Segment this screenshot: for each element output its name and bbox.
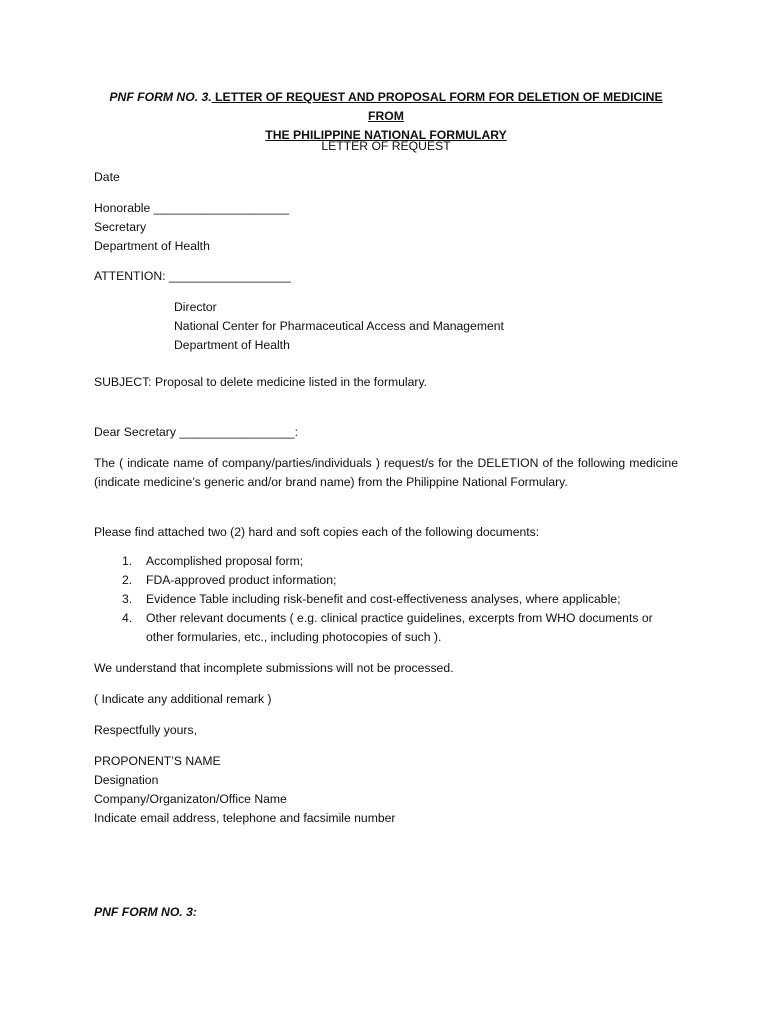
list-item-text: FDA-approved product information;	[146, 573, 337, 587]
list-item-text: Accomplished proposal form;	[146, 554, 304, 568]
form-number: PNF FORM NO. 3.	[109, 90, 212, 104]
proponent-contact: Indicate email address, telephone and facsimile number	[94, 811, 396, 825]
body-paragraph: The ( indicate name of company/parties/individuals ) request/s for the DELETION of the following medicine (indicate medicine’s generic and/or brand name) from the Philippine National Formulary.	[94, 456, 678, 489]
list-item-number: 2.	[122, 573, 133, 587]
list-item-text: Other relevant documents ( e.g. clinical practice guidelines, excerpts from WHO documents or other formularies, etc., including photocopies of such ).	[146, 611, 653, 644]
incomplete-note: We understand that incomplete submissions will not be processed.	[94, 661, 454, 675]
title-line-1: LETTER OF REQUEST AND PROPOSAL FORM FOR DELETION OF MEDICINE FROM	[211, 90, 663, 123]
list-item	[94, 590, 678, 609]
attention-block	[174, 298, 674, 355]
list-item-number: 4.	[122, 611, 133, 625]
letter-heading: LETTER OF REQUEST	[321, 139, 451, 153]
signature-block	[94, 752, 678, 828]
closing: Respectfully yours,	[94, 723, 197, 737]
subject-line: SUBJECT: Proposal to delete medicine listed in the formulary.	[94, 375, 428, 389]
proponent-company: Company/Organizaton/Office Name	[94, 792, 287, 806]
addressee-honorable: Honorable ____________________	[94, 201, 290, 215]
salutation: Dear Secretary _________________:	[94, 425, 298, 439]
addressee-block	[94, 199, 678, 256]
list-item	[94, 609, 678, 647]
list-item-number: 1.	[122, 554, 133, 568]
addressee-department: Department of Health	[94, 239, 210, 253]
title-line-2: THE PHILIPPINE NATIONAL FORMULARY	[265, 128, 507, 142]
list-item	[94, 571, 678, 590]
list-item	[94, 552, 678, 571]
additional-remark: ( Indicate any additional remark )	[94, 692, 272, 706]
proponent-name: PROPONENT’S NAME	[94, 754, 221, 768]
list-item-number: 3.	[122, 592, 133, 606]
proponent-designation: Designation	[94, 773, 159, 787]
footer-form-number: PNF FORM NO. 3:	[94, 905, 197, 919]
attachments-list	[94, 552, 678, 647]
list-item-text: Evidence Table including risk-benefit and cost-effectiveness analyses, where applicable;	[146, 592, 621, 606]
attention-label: ATTENTION: __________________	[94, 269, 291, 283]
date-line: Date	[94, 170, 120, 184]
attention-title: Director	[174, 300, 217, 314]
attention-department: Department of Health	[174, 338, 290, 352]
attachments-intro: Please find attached two (2) hard and soft copies each of the following documents:	[94, 525, 540, 539]
attention-center: National Center for Pharmaceutical Access and Management	[174, 319, 504, 333]
addressee-position: Secretary	[94, 220, 147, 234]
